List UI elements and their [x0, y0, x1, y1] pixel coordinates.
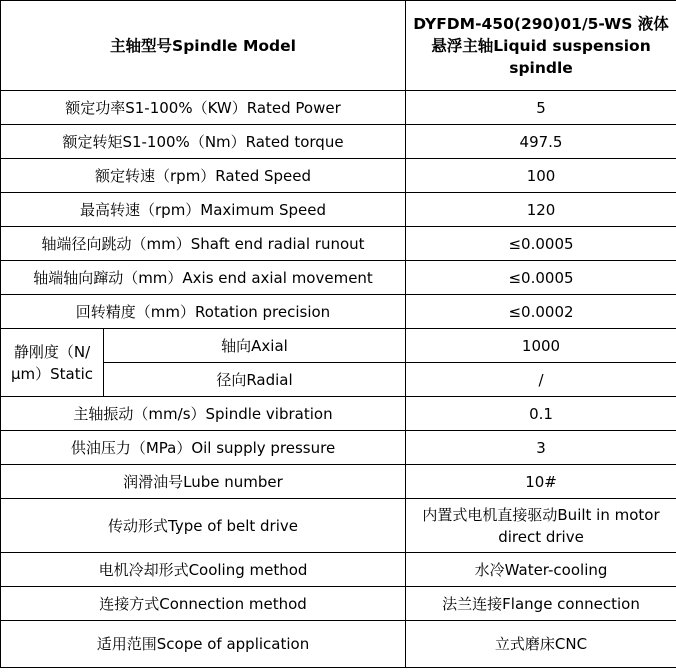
table-row	[1, 621, 676, 668]
table-row	[1, 159, 676, 193]
lube-number-label: 润滑油号Lube number	[1, 465, 406, 499]
drive-type-value: 内置式电机直接驱动Built in motor direct drive	[406, 499, 676, 553]
table-row	[1, 397, 676, 431]
oil-pressure-label: 供油压力（MPa）Oil supply pressure	[1, 431, 406, 465]
lube-number-value: 10#	[406, 465, 676, 499]
rated-torque-label: 额定转矩S1-100%（Nm）Rated torque	[1, 125, 406, 159]
radial-runout-value: ≤0.0005	[406, 227, 676, 261]
rated-power-label: 额定功率S1-100%（KW）Rated Power	[1, 91, 406, 125]
rated-speed-value: 100	[406, 159, 676, 193]
table-row	[1, 329, 676, 363]
table-row	[1, 91, 676, 125]
spindle-vibration-value: 0.1	[406, 397, 676, 431]
table-row	[1, 125, 676, 159]
stiffness-radial-label: 径向Radial	[104, 363, 406, 397]
axial-movement-label: 轴端轴向蹿动（mm）Axis end axial movement	[1, 261, 406, 295]
radial-runout-label: 轴端径向跳动（mm）Shaft end radial runout	[1, 227, 406, 261]
maximum-speed-value: 120	[406, 193, 676, 227]
stiffness-radial-value: /	[406, 363, 676, 397]
stiffness-axial-label: 轴向Axial	[104, 329, 406, 363]
table-row	[1, 587, 676, 621]
cooling-method-value: 水冷Water-cooling	[406, 553, 676, 587]
rotation-precision-value: ≤0.0002	[406, 295, 676, 329]
maximum-speed-label: 最高转速（rpm）Maximum Speed	[1, 193, 406, 227]
connection-method-label: 连接方式Connection method	[1, 587, 406, 621]
rotation-precision-label: 回转精度（mm）Rotation precision	[1, 295, 406, 329]
table-row	[1, 227, 676, 261]
table-row	[1, 193, 676, 227]
scope-label: 适用范围Scope of application	[1, 621, 406, 668]
cooling-method-label: 电机冷却形式Cooling method	[1, 553, 406, 587]
table-row	[1, 1, 676, 91]
table-row	[1, 295, 676, 329]
axial-movement-value: ≤0.0005	[406, 261, 676, 295]
table-row	[1, 499, 676, 553]
drive-type-label: 传动形式Type of belt drive	[1, 499, 406, 553]
rated-torque-value: 497.5	[406, 125, 676, 159]
table-row	[1, 553, 676, 587]
spindle-model-value: DYFDM-450(290)01/5-WS 液体悬浮主轴Liquid suspension spindle	[406, 1, 676, 91]
stiffness-axial-value: 1000	[406, 329, 676, 363]
static-stiffness-label: 静刚度（N/μm）Static	[1, 329, 104, 397]
spindle-model-label: 主轴型号Spindle Model	[1, 1, 406, 91]
table-row	[1, 431, 676, 465]
spindle-vibration-label: 主轴振动（mm/s）Spindle vibration	[1, 397, 406, 431]
table-row	[1, 261, 676, 295]
rated-power-value: 5	[406, 91, 676, 125]
scope-value: 立式磨床CNC	[406, 621, 676, 668]
connection-method-value: 法兰连接Flange connection	[406, 587, 676, 621]
rated-speed-label: 额定转速（rpm）Rated Speed	[1, 159, 406, 193]
table-row	[1, 465, 676, 499]
oil-pressure-value: 3	[406, 431, 676, 465]
